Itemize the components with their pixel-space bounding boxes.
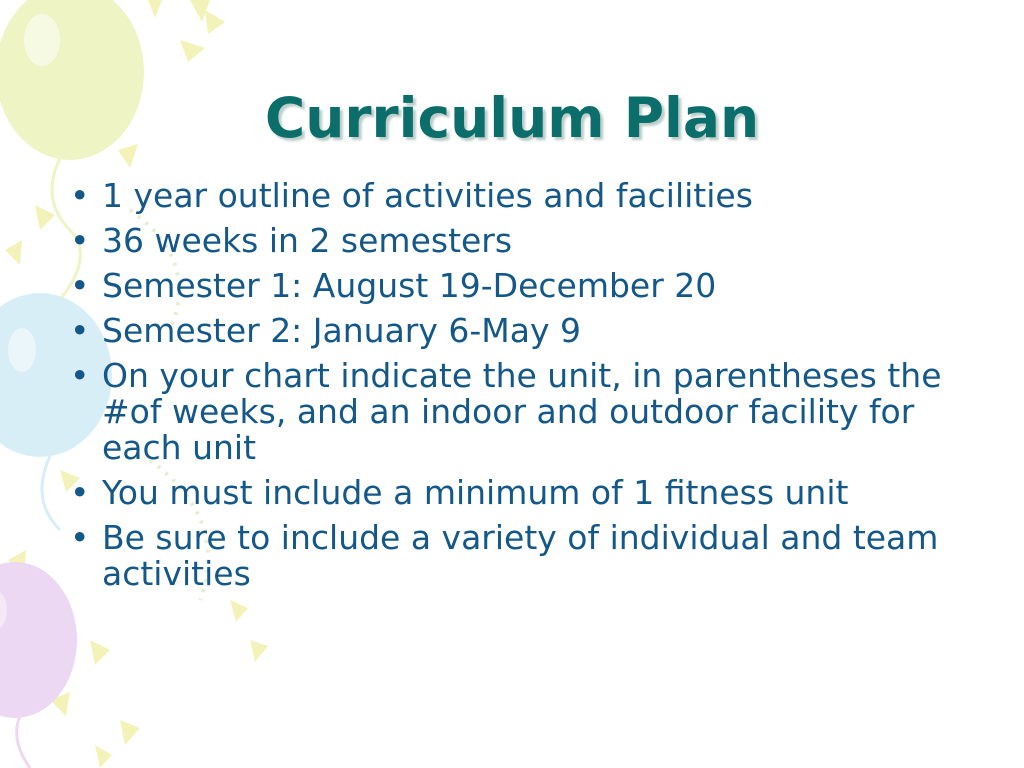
slide-title: Curriculum Plan bbox=[264, 86, 760, 150]
list-item bbox=[68, 268, 978, 304]
list-item bbox=[68, 520, 978, 592]
bullet-icon: • bbox=[70, 356, 90, 395]
bullet-text: Semester 2: January 6-May 9 bbox=[102, 311, 581, 350]
bullet-icon: • bbox=[70, 266, 90, 305]
list-item bbox=[68, 178, 978, 214]
bullet-icon: • bbox=[70, 221, 90, 260]
bullet-text: On your chart indicate the unit, in parentheses the #of weeks, and an indoor and outdoor facility for each unit bbox=[102, 356, 942, 467]
bullet-list bbox=[68, 178, 978, 601]
list-item bbox=[68, 223, 978, 259]
bullet-icon: • bbox=[70, 473, 90, 512]
list-item bbox=[68, 358, 978, 466]
bullet-text: You must include a minimum of 1 fitness unit bbox=[102, 473, 849, 512]
bullet-icon: • bbox=[70, 518, 90, 557]
balloon-icon bbox=[0, 562, 77, 768]
list-item bbox=[68, 313, 978, 349]
bullet-icon: • bbox=[70, 176, 90, 215]
bullet-text: 1 year outline of activities and facilities bbox=[102, 176, 753, 215]
bullet-text: 36 weeks in 2 semesters bbox=[102, 221, 513, 260]
bullet-icon: • bbox=[70, 311, 90, 350]
list-item bbox=[68, 475, 978, 511]
bullet-text: Be sure to include a variety of individual and team activities bbox=[102, 518, 939, 593]
bullet-text: Semester 1: August 19-December 20 bbox=[102, 266, 717, 305]
